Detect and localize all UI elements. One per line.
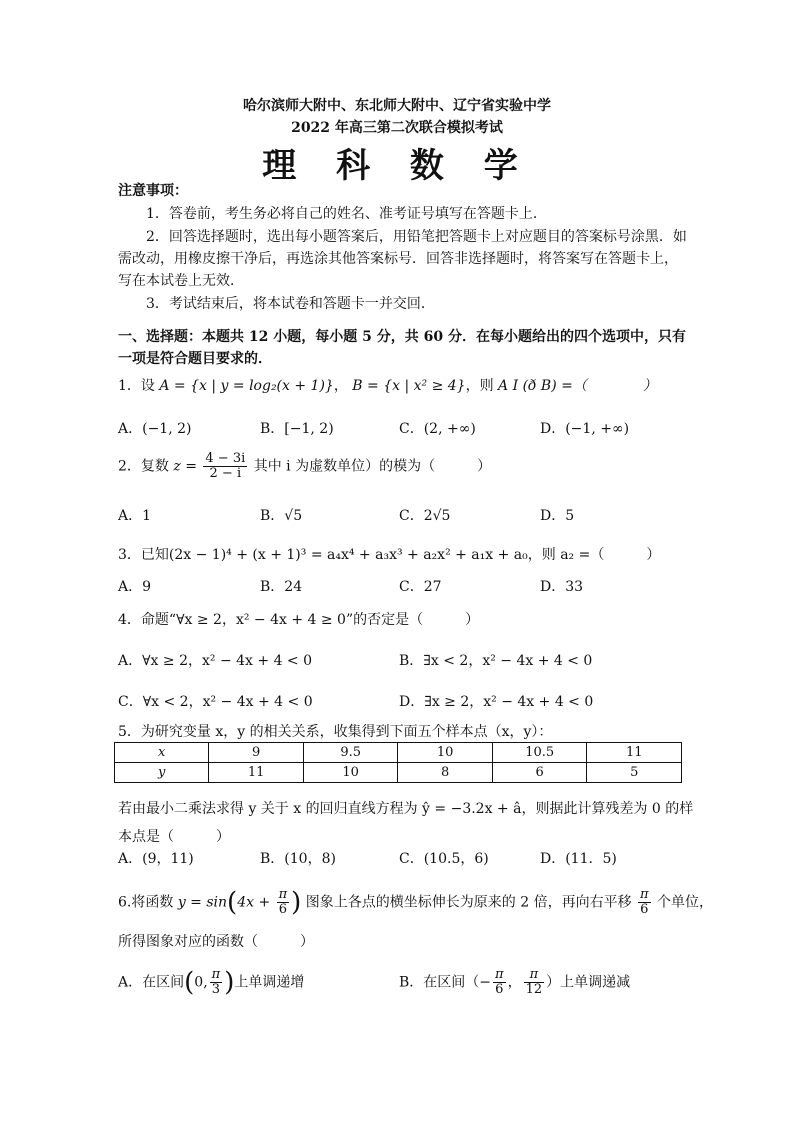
q2-number: 2．复数 bbox=[118, 458, 169, 475]
table-cell: 9 bbox=[209, 743, 303, 763]
pi-symbol: π bbox=[524, 968, 545, 983]
table-cell: y bbox=[115, 763, 209, 783]
school-header: 哈尔滨师大附中、东北师大附中、辽宁省实验中学 bbox=[243, 98, 551, 114]
q1-number: 1．设 bbox=[118, 378, 155, 394]
right-paren: ) bbox=[224, 967, 235, 998]
separator: ， bbox=[507, 974, 522, 991]
q6-option-b bbox=[399, 968, 630, 997]
q4-option-c: C．∀x < 2，x² − 4x + 4 < 0 bbox=[118, 694, 313, 710]
q2-z: z = bbox=[173, 458, 197, 475]
interval-start: 0, bbox=[194, 974, 208, 991]
q1-option-a: A．(−1, 2) bbox=[118, 421, 192, 437]
table-cell: 10.5 bbox=[492, 743, 587, 763]
q4-option-d: D．∃x ≥ 2，x² − 4x + 4 < 0 bbox=[399, 694, 594, 710]
table-row-x bbox=[115, 743, 682, 763]
question-1: 1．设 A = {x | y = log₂(x + 1)}， B = {x | x² ≥ 4}，则 A I (ð B) =（ ） bbox=[118, 378, 657, 394]
left-paren: ( bbox=[227, 887, 238, 918]
q6-option-a bbox=[118, 968, 304, 997]
q6-tail: 个单位， bbox=[657, 894, 714, 911]
right-paren: ) bbox=[291, 887, 302, 918]
pi-symbol: π bbox=[278, 887, 288, 902]
left-paren: ( bbox=[184, 967, 195, 998]
table-cell: 5 bbox=[587, 763, 682, 783]
q2-rest: 其中 i 为虚数单位）的模为（ ） bbox=[253, 458, 492, 475]
q4-option-a: A．∀x ≥ 2，x² − 4x + 4 < 0 bbox=[118, 653, 313, 669]
q1-option-d: D．(−1, +∞) bbox=[540, 421, 630, 437]
exam-subtitle: 2022 年高三第二次联合模拟考试 bbox=[291, 120, 503, 136]
denominator: 3 bbox=[211, 982, 221, 997]
notice-item-1: 1．答卷前，考生务必将自己的姓名、准考证号填写在答题卡上． bbox=[146, 206, 547, 222]
q6-inner: 4x + bbox=[237, 894, 271, 911]
q6-shift-fraction bbox=[638, 888, 651, 917]
q2-denominator: 2 − i bbox=[209, 466, 242, 481]
q5-option-c: C．(10.5，6) bbox=[399, 851, 489, 867]
q5-option-d: D．(11．5) bbox=[540, 851, 617, 867]
table-cell: 6 bbox=[492, 763, 587, 783]
q1-option-c: C．(2, +∞) bbox=[399, 421, 476, 437]
q2-option-c: C．2√5 bbox=[399, 508, 451, 524]
q5-option-a: A．(9，11) bbox=[118, 851, 194, 867]
pi-symbol: π bbox=[495, 967, 504, 982]
q2-option-a: A．1 bbox=[118, 508, 152, 524]
section-heading-line2: 一项是符合题目要求的． bbox=[118, 351, 272, 367]
q6-option-b-fraction-1 bbox=[493, 968, 506, 997]
table-cell: 11 bbox=[587, 743, 682, 763]
table-row-y bbox=[115, 763, 682, 783]
notice-item-3: 3．考试结束后，将本试卷和答题卡一并交回． bbox=[146, 296, 435, 312]
q5-regression-line: 若由最小二乘法求得 y 关于 x 的回归直线方程为 ŷ = −3.2x + â，则据此计算残差为 0 的样 bbox=[118, 801, 694, 817]
page-title: 理 科 数 学 bbox=[262, 146, 532, 186]
question-5: 5．为研究变量 x，y 的相关关系，收集得到下面五个样本点（x，y）： bbox=[118, 724, 553, 740]
q6-middle: 图象上各点的横坐标伸长为原来的 2 倍，再向右平移 bbox=[305, 894, 632, 911]
q6-option-b-prefix: B．在区间（− bbox=[399, 974, 492, 991]
denominator: 6 bbox=[495, 982, 504, 997]
q2-fraction bbox=[203, 452, 247, 481]
q6-option-a-prefix: A．在区间 bbox=[118, 974, 185, 991]
table-cell: 8 bbox=[398, 763, 492, 783]
q6-option-a-fraction bbox=[210, 968, 223, 997]
q6-option-b-post: ）上单调递减 bbox=[546, 974, 631, 991]
notice-item-2-line2: 需改动，用橡皮擦干净后，再选涂其他答案标号．回答非选择题时，将答案写在答题卡上， bbox=[118, 251, 678, 267]
q6-option-b-fraction-2 bbox=[524, 968, 545, 997]
section-heading-line1: 一、选择题：本题共 12 小题，每小题 5 分，共 60 分．在每小题给出的四个选项中，只有 bbox=[118, 329, 686, 345]
q6-option-a-post: 上单调递增 bbox=[234, 974, 305, 991]
q3-option-d: D．33 bbox=[540, 579, 584, 595]
q6-fraction bbox=[277, 888, 290, 917]
notice-item-2-line3: 写在本试卷上无效． bbox=[118, 273, 244, 289]
denominator: 6 bbox=[640, 902, 649, 917]
q3-option-a: A．9 bbox=[118, 579, 152, 595]
question-6 bbox=[118, 888, 713, 917]
q6-question-end: 所得图象对应的函数（ ） bbox=[118, 934, 314, 950]
notice-heading: 注意事项： bbox=[118, 183, 188, 199]
table-cell: 10 bbox=[303, 763, 398, 783]
q5-option-b: B．(10，8) bbox=[260, 851, 336, 867]
q2-option-d: D．5 bbox=[540, 508, 575, 524]
q5-question-end: 本点是（ ） bbox=[118, 829, 230, 845]
q6-function: y = sin bbox=[177, 894, 228, 911]
table-cell: 10 bbox=[398, 743, 492, 763]
pi-symbol: π bbox=[640, 887, 649, 902]
notice-item-2-line1: 2．回答选择题时，选出每小题答案后，用铅笔把答题卡上对应题目的答案标号涂黑．如 bbox=[146, 229, 687, 245]
q1-expression: A I (ð B) =（ ） bbox=[498, 378, 657, 394]
table-cell: 11 bbox=[209, 763, 303, 783]
q6-prefix: 6.将函数 bbox=[118, 894, 174, 911]
denominator: 12 bbox=[525, 982, 543, 997]
question-4: 4．命题“∀x ≥ 2，x² − 4x + 4 ≥ 0”的否定是（ ） bbox=[118, 612, 480, 628]
question-2 bbox=[118, 452, 491, 481]
q2-numerator: 4 − 3i bbox=[205, 451, 246, 466]
table-cell: x bbox=[115, 743, 209, 763]
question-3: 3．已知(2x − 1)⁴ + (x + 1)³ = a₄x⁴ + a₃x³ + a₂x² + a₁x + a₀，则 a₂ =（ ） bbox=[118, 547, 661, 563]
pi-symbol: π bbox=[211, 967, 221, 982]
denominator: 6 bbox=[278, 902, 288, 917]
q3-option-c: C．27 bbox=[399, 579, 442, 595]
q1-ask: ，则 bbox=[465, 378, 494, 394]
table-cell: 9.5 bbox=[303, 743, 398, 763]
q2-option-b: B．√5 bbox=[260, 508, 303, 524]
q1-set-b: B = {x | x² ≥ 4} bbox=[352, 378, 466, 394]
q1-set-a: A = {x | y = log₂(x + 1)} bbox=[159, 378, 334, 394]
q1-option-b: B．[−1, 2) bbox=[260, 421, 334, 437]
q4-option-b: B．∃x < 2，x² − 4x + 4 < 0 bbox=[399, 653, 593, 669]
sample-points-table bbox=[114, 742, 682, 783]
q3-option-b: B．24 bbox=[260, 579, 303, 595]
